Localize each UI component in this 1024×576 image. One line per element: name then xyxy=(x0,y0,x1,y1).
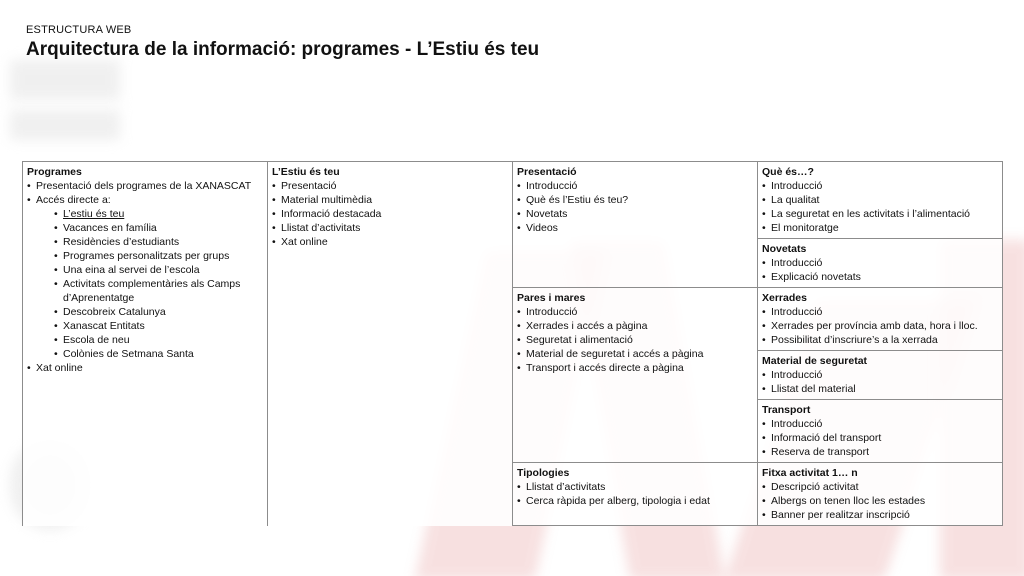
structure-table xyxy=(22,161,1003,526)
cell-novetats xyxy=(758,239,1003,288)
cell-material xyxy=(758,351,1003,400)
cell-title: Pares i mares xyxy=(517,292,586,304)
list-item: • Activitats complementàries als Camps d’Aprenentatge xyxy=(54,277,263,305)
cell-xerrades xyxy=(758,288,1003,351)
list-item: • Escola de neu xyxy=(54,333,263,347)
slide-header xyxy=(26,24,539,61)
list-item: • Banner per realitzar inscripció xyxy=(762,508,998,522)
list-item: • Xat online xyxy=(272,235,508,249)
cell-title: Presentació xyxy=(517,166,577,178)
list-item: • Introducció xyxy=(762,305,998,319)
cell-title: Novetats xyxy=(762,243,807,255)
cell-tipologies xyxy=(513,463,758,526)
list-item: • Programes personalitzats per grups xyxy=(54,249,263,263)
list-item: • El monitoratge xyxy=(762,221,998,235)
list-item: • Informació destacada xyxy=(272,207,508,221)
list-item: • Informació del transport xyxy=(762,431,998,445)
list-item: • Descripció activitat xyxy=(762,480,998,494)
list-item: • Llistat d’activitats xyxy=(272,221,508,235)
list-item: • Colònies de Setmana Santa xyxy=(54,347,263,361)
list-item: • Una eina al servei de l’escola xyxy=(54,263,263,277)
list-item-label: Accés directe a: xyxy=(36,194,111,206)
cell-title: Programes xyxy=(27,166,82,178)
list-item: • Presentació dels programes de la XANASCAT xyxy=(27,179,263,193)
cell-pares xyxy=(513,288,758,463)
cell-fitxa xyxy=(758,463,1003,526)
list-item: • Albergs on tenen lloc les estades xyxy=(762,494,998,508)
link-estiu[interactable]: L’estiu és teu xyxy=(63,208,125,220)
cell-title: Transport xyxy=(762,404,811,416)
list-item: • Explicació novetats xyxy=(762,270,998,284)
cell-title: L’Estiu és teu xyxy=(272,166,340,178)
list-item: • Material de seguretat i accés a pàgina xyxy=(517,347,753,361)
cell-title: Xerrades xyxy=(762,292,807,304)
list-item: • Introducció xyxy=(762,179,998,193)
list-item: • Reserva de transport xyxy=(762,445,998,459)
list-item: • Transport i accés directe a pàgina xyxy=(517,361,753,375)
list-item: • Novetats xyxy=(517,207,753,221)
list-item: • Què és l’Estiu és teu? xyxy=(517,193,753,207)
list-item: • Seguretat i alimentació xyxy=(517,333,753,347)
cell-transport xyxy=(758,400,1003,463)
cell-que-es xyxy=(758,162,1003,239)
list-item: • Presentació xyxy=(272,179,508,193)
list-item[interactable] xyxy=(54,207,263,221)
list-item: • Videos xyxy=(517,221,753,235)
slide-kicker: ESTRUCTURA WEB xyxy=(26,24,132,36)
list-item: • Llistat d’activitats xyxy=(517,480,753,494)
list-item: • Xanascat Entitats xyxy=(54,319,263,333)
list-item: • Cerca ràpida per alberg, tipologia i edat xyxy=(517,494,753,508)
cell-title: Tipologies xyxy=(517,467,570,479)
cell-title: Què és…? xyxy=(762,166,814,178)
watermark-shape xyxy=(10,60,120,100)
list-item: • Introducció xyxy=(762,417,998,431)
list-item: • Introducció xyxy=(762,256,998,270)
list-item: • La qualitat xyxy=(762,193,998,207)
cell-estiu xyxy=(268,162,513,526)
cell-programes xyxy=(23,162,268,526)
list-item xyxy=(27,193,263,361)
list-item: • Introducció xyxy=(517,305,753,319)
list-item: • Introducció xyxy=(517,179,753,193)
cell-presentacio xyxy=(513,162,758,288)
list-item: • Llistat del material xyxy=(762,382,998,396)
list-item: • La seguretat en les activitats i l’alimentació xyxy=(762,207,998,221)
list-item: • Xat online xyxy=(27,361,263,375)
slide-title: Arquitectura de la informació: programes - L’Estiu és teu xyxy=(26,39,540,60)
list-item: • Possibilitat d’inscriure’s a la xerrada xyxy=(762,333,998,347)
watermark-shape xyxy=(10,110,120,140)
list-item: • Material multimèdia xyxy=(272,193,508,207)
list-item: • Vacances en família xyxy=(54,221,263,235)
list-item: • Xerrades i accés a pàgina xyxy=(517,319,753,333)
list-item: • Xerrades per província amb data, hora i lloc. xyxy=(762,319,998,333)
cell-title: Material de seguretat xyxy=(762,355,868,367)
cell-title: Fitxa activitat 1… n xyxy=(762,467,858,479)
list-item: • Descobreix Catalunya xyxy=(54,305,263,319)
list-item: • Residències d’estudiants xyxy=(54,235,263,249)
list-item: • Introducció xyxy=(762,368,998,382)
